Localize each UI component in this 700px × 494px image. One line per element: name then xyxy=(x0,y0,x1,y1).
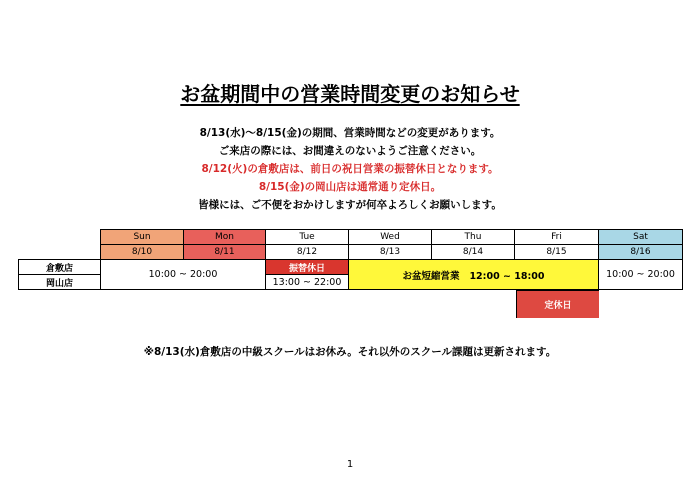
notice-line: 8/13(水)〜8/15(金)の期間、営業時間などの変更があります。 xyxy=(199,127,501,139)
day-header-thu: Thu xyxy=(432,230,515,245)
notice-line: ご来店の際には、お間違えのないようご注意ください。 xyxy=(218,145,482,157)
closed-day-label: 定休日 xyxy=(544,301,572,311)
day-header-fri: Fri xyxy=(515,230,599,245)
store-row-kurashiki xyxy=(19,260,683,275)
short-hours-cell xyxy=(349,260,599,290)
short-hours-label: お盆短縮営業 xyxy=(402,270,460,282)
blank-cell xyxy=(19,245,101,260)
okayama-tue-hours-cell: 13:00 ~ 22:00 xyxy=(266,275,349,290)
date-cell: 8/11 xyxy=(184,245,266,260)
notice-block xyxy=(0,124,700,214)
day-name-row xyxy=(19,230,683,245)
date-row xyxy=(19,245,683,260)
schedule-table xyxy=(18,229,683,290)
store-name-kurashiki: 倉敷店 xyxy=(19,260,101,275)
date-cell: 8/16 xyxy=(599,245,683,260)
sat-hours-cell: 10:00 ~ 20:00 xyxy=(599,260,683,290)
date-cell: 8/10 xyxy=(101,245,184,260)
date-cell: 8/13 xyxy=(349,245,432,260)
day-header-sun: Sun xyxy=(101,230,184,245)
blank-cell xyxy=(19,230,101,245)
date-cell: 8/12 xyxy=(266,245,349,260)
normal-hours-cell: 10:00 ~ 20:00 xyxy=(101,260,266,290)
notice-line: 皆様には、ご不便をおかけしますが何卒よろしくお願いします。 xyxy=(198,199,502,211)
notice-line-warning: 8/15(金)の岡山店は通常通り定休日。 xyxy=(258,181,442,193)
day-header-sat: Sat xyxy=(599,230,683,245)
closed-day-cell xyxy=(516,290,599,318)
store-name-okayama: 岡山店 xyxy=(19,275,101,290)
notice-line-warning: 8/12(火)の倉敷店は、前日の祝日営業の振替休日となります。 xyxy=(201,163,499,175)
date-cell: 8/14 xyxy=(432,245,515,260)
day-header-tue: Tue xyxy=(266,230,349,245)
day-header-wed: Wed xyxy=(349,230,432,245)
page-number: 1 xyxy=(346,459,354,470)
date-cell: 8/15 xyxy=(515,245,599,260)
page-title: お盆期間中の営業時間変更のお知らせ xyxy=(180,82,520,106)
footnote: ※8/13(水)倉敷店の中級スクールはお休み。それ以外のスクール課題は更新されます。 xyxy=(143,346,557,358)
day-header-mon: Mon xyxy=(184,230,266,245)
holiday-cell: 振替休日 xyxy=(266,260,349,275)
short-hours-time: 12:00 ~ 18:00 xyxy=(469,270,545,282)
